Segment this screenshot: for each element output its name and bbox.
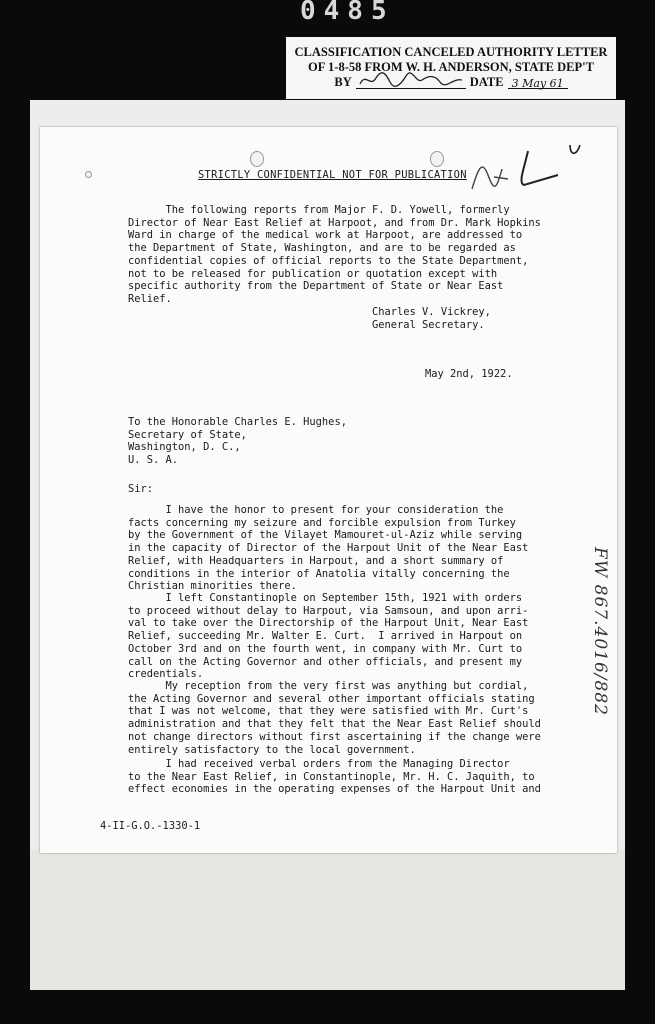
body-paragraph-3: My reception from the very first was anything but cordial, the Acting Governor and several other important officials stating that I was not welcome, that they were satisfied with Mr. Curt's administration and that they felt that the Near East Relief should not change directors without first ascertaining if the change were entirely satisfactory to the local government. <box>128 680 541 756</box>
recipient-address: To the Honorable Charles E. Hughes, Secretary of State, Washington, D. C., U. S. A. <box>128 416 347 467</box>
punch-mark <box>85 171 92 178</box>
punch-hole <box>430 151 444 167</box>
body-paragraph-4: I had received verbal orders from the Managing Director to the Near East Relief, in Constantinople, Mr. H. C. Jaquith, to effect economies in the operating expenses of the Harpout Unit and <box>128 758 541 796</box>
file-number-annotation: FW 867.4016/882 <box>590 547 610 716</box>
letter-date: May 2nd, 1922. <box>425 368 513 380</box>
stamp-signature <box>356 76 466 89</box>
intro-paragraph: The following reports from Major F. D. Yowell, formerly Director of Near East Relief at Harpoot, and from Dr. Mark Hopkins Ward in charge of the medical work at Harpoot, are addressed to the Department of State, Washington, and are to be regarded as confidential copies of official reports to the State Department, not to be released for publication or quotation except with specific authority from the Department of State or Near East Relief. <box>128 204 541 305</box>
backing-sheet-lower <box>30 850 625 990</box>
microfilm-frame-number: 0485 <box>300 0 395 26</box>
stamp-date-label: DATE <box>469 75 504 89</box>
body-paragraph-2: I left Constantinople on September 15th, 1921 with orders to proceed without delay to Harpout, via Samsoun, and upon arri- val to take over the Directorship of the Harpout Unit, Near East Relief, succeeding Mr. Walter E. Curt. I arrived in Harpout on October 3rd and on the fourth went, in company with Mr. Curt to call on the Acting Governor and other officials, and present my credentials. <box>128 592 529 681</box>
confidential-heading: STRICTLY CONFIDENTIAL NOT FOR PUBLICATION <box>198 169 467 181</box>
handwritten-initials-icon <box>458 139 598 199</box>
stamp-line-2: OF 1-8-58 FROM W. H. ANDERSON, STATE DEP'T <box>308 60 594 74</box>
stamp-line-1: CLASSIFICATION CANCELED AUTHORITY LETTER <box>294 45 608 59</box>
stamp-date-field <box>508 76 568 89</box>
letter-page <box>40 127 617 853</box>
signer-name: Charles V. Vickrey, <box>372 306 491 318</box>
body-paragraph-1: I have the honor to present for your consideration the facts concerning my seizure and forcible expulsion from Turkey by the Government of the Vilayet Mamouret-ul-Aziz while serving in the capacity of Director of the Harpout Unit of the Near East Relief, with Headquarters in Harpout, and a short summary of conditions in the interior of Anatolia vitally concerning the Christian minorities there. <box>128 504 529 593</box>
stamp-line-3 <box>286 75 616 90</box>
signer-title: General Secretary. <box>372 319 485 331</box>
declassification-stamp <box>286 37 616 99</box>
signature-scribble-icon <box>356 70 466 90</box>
stamp-by-label: BY <box>334 75 352 89</box>
punch-hole <box>250 151 264 167</box>
salutation: Sir: <box>128 483 154 495</box>
document-code: 4-II-G.O.-1330-1 <box>100 820 201 832</box>
stamp-date-value: 3 May 61 <box>511 77 564 90</box>
